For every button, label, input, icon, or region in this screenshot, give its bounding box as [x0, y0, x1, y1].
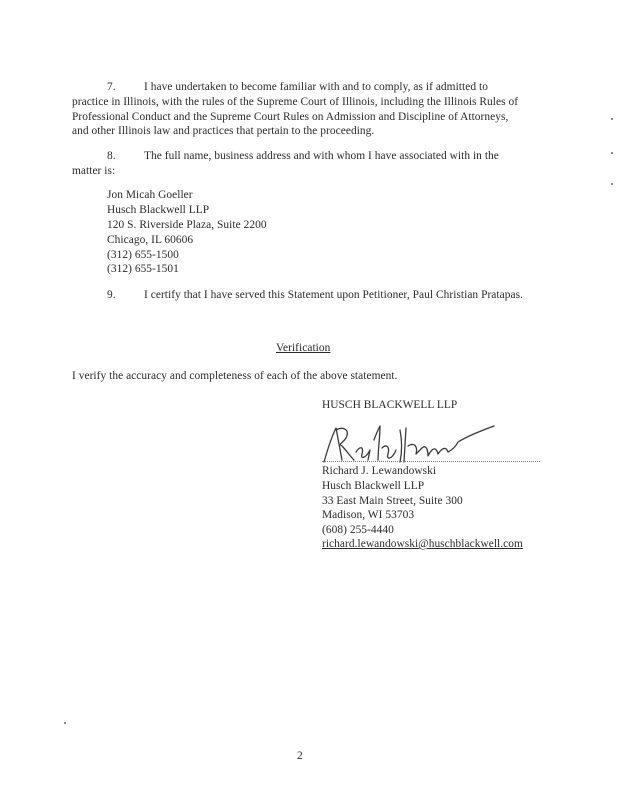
signer-street: 33 East Main Street, Suite 300 — [322, 495, 463, 507]
signer-email-link[interactable]: richard.lewandowski@huschblackwell.com — [322, 538, 523, 550]
associate-street: 120 S. Riverside Plaza, Suite 2200 — [107, 219, 267, 231]
signer-city: Madison, WI 53703 — [322, 509, 415, 521]
para7-line-3: Professional Conduct and the Supreme Court Rules on Admission and Discipline of Attorneys, — [72, 111, 509, 123]
associate-phone: (312) 655-1500 — [107, 249, 179, 261]
associate-fax: (312) 655-1501 — [107, 263, 179, 275]
signer-firm: Husch Blackwell LLP — [322, 480, 425, 492]
associate-city: Chicago, IL 60606 — [107, 234, 194, 246]
signature-line — [322, 461, 540, 462]
verification-heading: Verification — [276, 342, 331, 354]
para7-line-1: I have undertaken to become familiar with and to comply, as if admitted to — [144, 81, 488, 93]
para9-text: I certify that I have served this Statement upon Petitioner, Paul Christian Pratapas. — [144, 289, 523, 301]
associate-name: Jon Micah Goeller — [107, 189, 193, 201]
signer-name: Richard J. Lewandowski — [322, 465, 437, 477]
para7-line-4: and other Illinois law and practices that pertain to the proceeding. — [72, 125, 375, 137]
signature-firm-caps: HUSCH BLACKWELL LLP — [322, 399, 458, 411]
associate-firm: Husch Blackwell LLP — [107, 204, 210, 216]
page-number: 2 — [297, 750, 303, 762]
verification-statement: I verify the accuracy and completeness of each of the above statement. — [72, 370, 398, 382]
scan-speck — [64, 722, 66, 724]
para8-line-2: matter is: — [72, 165, 116, 177]
para8-number: 8. — [107, 150, 116, 162]
scan-speck — [611, 118, 613, 120]
scan-speck — [611, 152, 613, 154]
para7-number: 7. — [107, 81, 116, 93]
para7-line-2: practice in Illinois, with the rules of the Supreme Court of Illinois, including the Illinois Rules of — [72, 96, 519, 108]
scan-speck — [611, 183, 613, 185]
signer-phone: (608) 255-4440 — [322, 524, 394, 536]
para8-line-1: The full name, business address and with whom I have associated with in the — [144, 150, 499, 162]
para9-number: 9. — [107, 289, 116, 301]
